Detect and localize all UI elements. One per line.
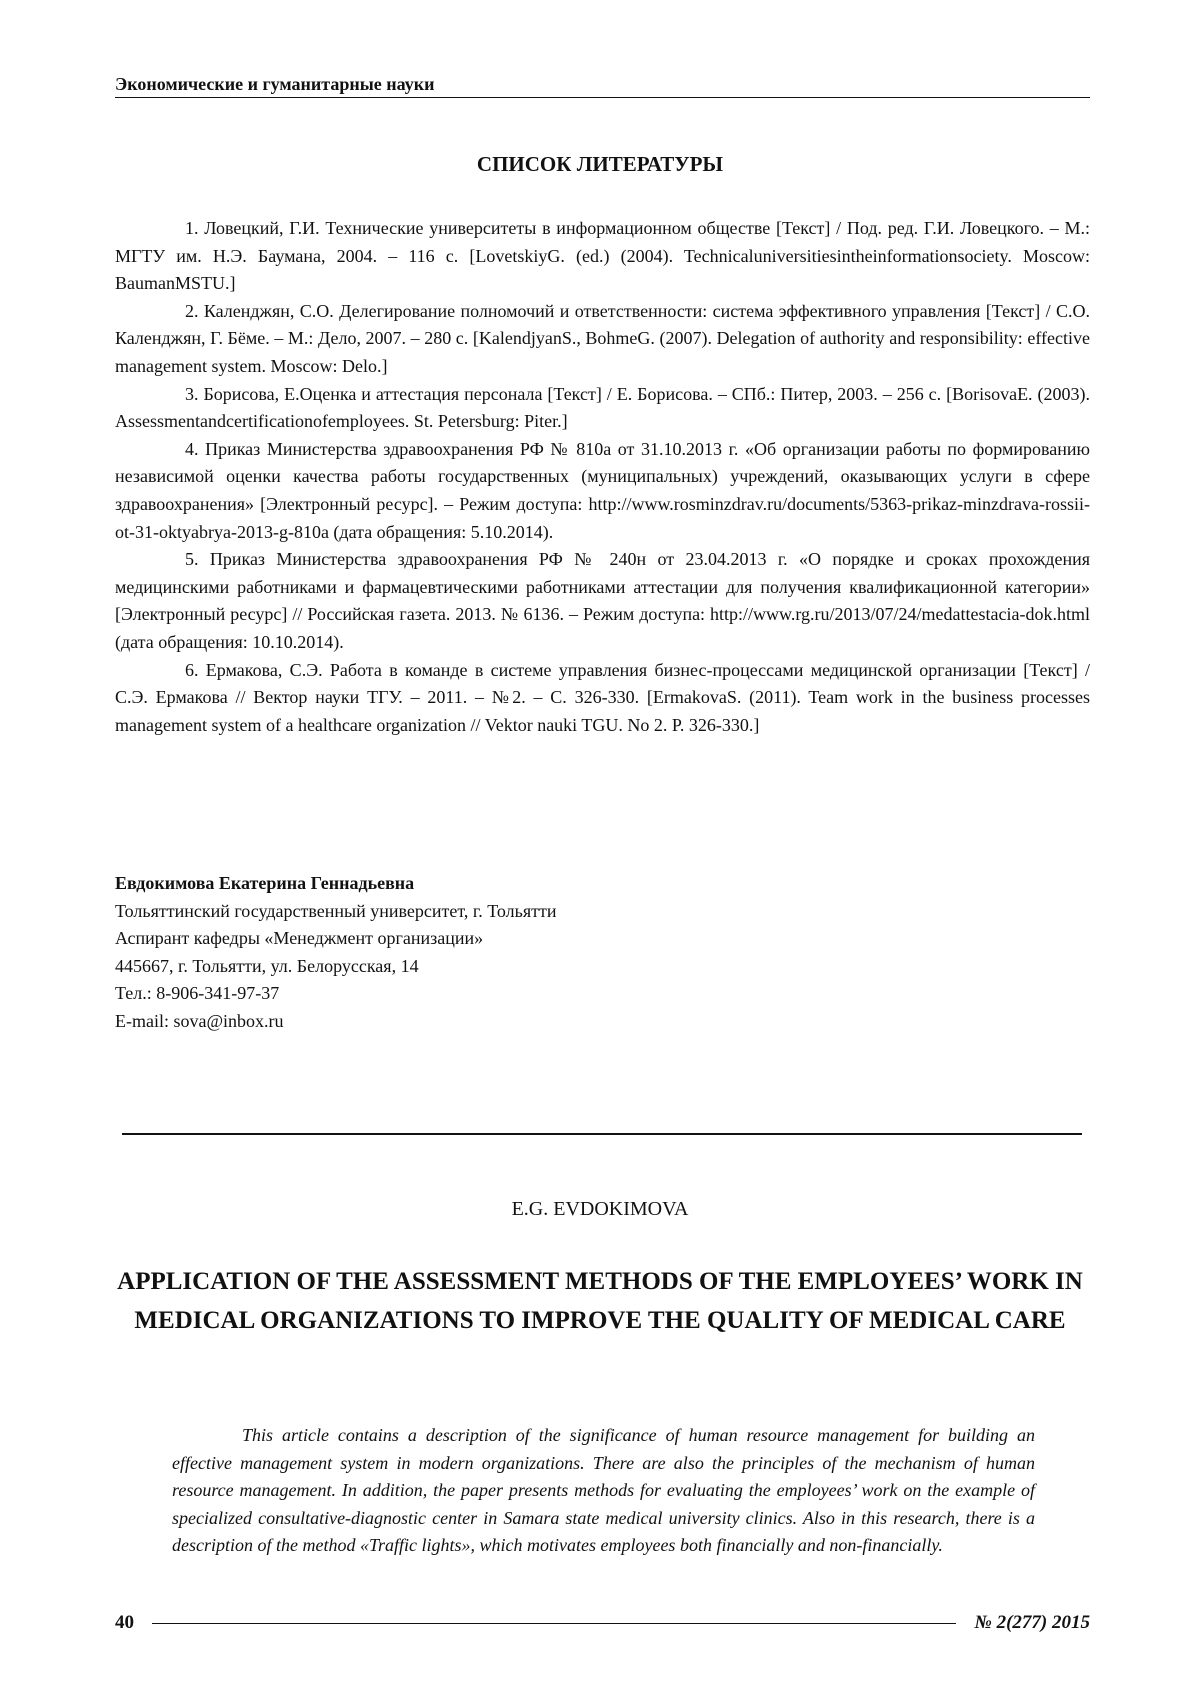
reference-item: 6. Ермакова, С.Э. Работа в команде в системе управления бизнес-процессами медицинской организации [Текст] / С.Э. Ермакова // Вектор науки ТГУ. – 2011. – №2. – С. 326-330. [ErmakovaS. (2011). Team work in the business processes management system of a healthcare organization // Vektor nauki TGU. No 2. P. 326-330.] (115, 657, 1090, 740)
reference-item: 1. Ловецкий, Г.И. Технические университеты в информационном обществе [Текст] / Под. ред. Г.И. Ловецкого. – М.: МГТУ им. Н.Э. Баумана, 2004. – 116 с. [LovetskiyG. (ed.) (2004). Technicaluniversitiesintheinformationsociety. Moscow: BaumanMSTU.] (115, 215, 1090, 298)
author-address: 445667, г. Тольятти, ул. Белорусская, 14 (115, 953, 556, 981)
references-title: СПИСОК ЛИТЕРАТУРЫ (0, 152, 1200, 177)
reference-list (115, 215, 1090, 739)
reference-item: 3. Борисова, Е.Оценка и аттестация персонала [Текст] / Е. Борисова. – СПб.: Питер, 2003. – 256 с. [BorisovaE. (2003). Assessmentandcertificationofemployees. St. Petersburg: Piter.] (115, 381, 1090, 436)
english-abstract: This article contains a description of the significance of human resource management for building an effective management system in modern organizations. There are also the principles of the mechanism of human resource management. In addition, the paper presents methods for evaluating the employees’ work on the example of specialized consultative-diagnostic center in Samara state medical university clinics. Also in this research, there is a description of the method «Traffic lights», which motivates employees both financially and non-financially. (172, 1422, 1035, 1560)
author-affiliation: Тольяттинский государственный университет, г. Тольятти (115, 898, 556, 926)
english-author: E.G. EVDOKIMOVA (0, 1198, 1200, 1221)
page-footer (115, 1612, 1090, 1634)
footer-rule (152, 1623, 956, 1624)
section-divider (122, 1133, 1082, 1135)
issue-number: № 2(277) 2015 (974, 1612, 1090, 1634)
author-name: Евдокимова Екатерина Геннадьевна (115, 870, 556, 898)
reference-item: 4. Приказ Министерства здравоохранения РФ № 810а от 31.10.2013 г. «Об организации работы по формированию независимой оценки качества работы государственных (муниципальных) учреждений, оказывающих услуги в сфере здравоохранения» [Электронный ресурс]. – Режим доступа: http://www.rosminzdrav.ru/documents/5363-prikaz-minzdrava-rossii-ot-31-oktyabrya-2013-g-810a (дата обращения: 5.10.2014). (115, 436, 1090, 546)
author-info (115, 870, 556, 1036)
page-number: 40 (115, 1612, 134, 1634)
author-phone: Тел.: 8-906-341-97-37 (115, 980, 556, 1008)
reference-item: 5. Приказ Министерства здравоохранения РФ № 240н от 23.04.2013 г. «О порядке и сроках прохождения медицинскими работниками и фармацевтическими работниками аттестации для получения квалификационной категории» [Электронный ресурс] // Российская газета. 2013. № 6136. – Режим доступа: http://www.rg.ru/2013/07/24/medattestacia-dok.html (дата обращения: 10.10.2014). (115, 546, 1090, 656)
running-header: Экономические и гуманитарные науки (115, 74, 1090, 98)
english-title: APPLICATION OF THE ASSESSMENT METHODS OF THE EMPLOYEES’ WORK IN MEDICAL ORGANIZATIONS TO IMPROVE THE QUALITY OF MEDICAL CARE (110, 1262, 1090, 1340)
reference-item: 2. Календжян, С.О. Делегирование полномочий и ответственности: система эффективного управления [Текст] / С.О. Календжян, Г. Бёме. – М.: Дело, 2007. – 280 с. [KalendjyanS., BohmeG. (2007). Delegation of authority and responsibility: effective management system. Moscow: Delo.] (115, 298, 1090, 381)
author-email: E-mail: sova@inbox.ru (115, 1008, 556, 1036)
author-position: Аспирант кафедры «Менеджмент организации» (115, 925, 556, 953)
